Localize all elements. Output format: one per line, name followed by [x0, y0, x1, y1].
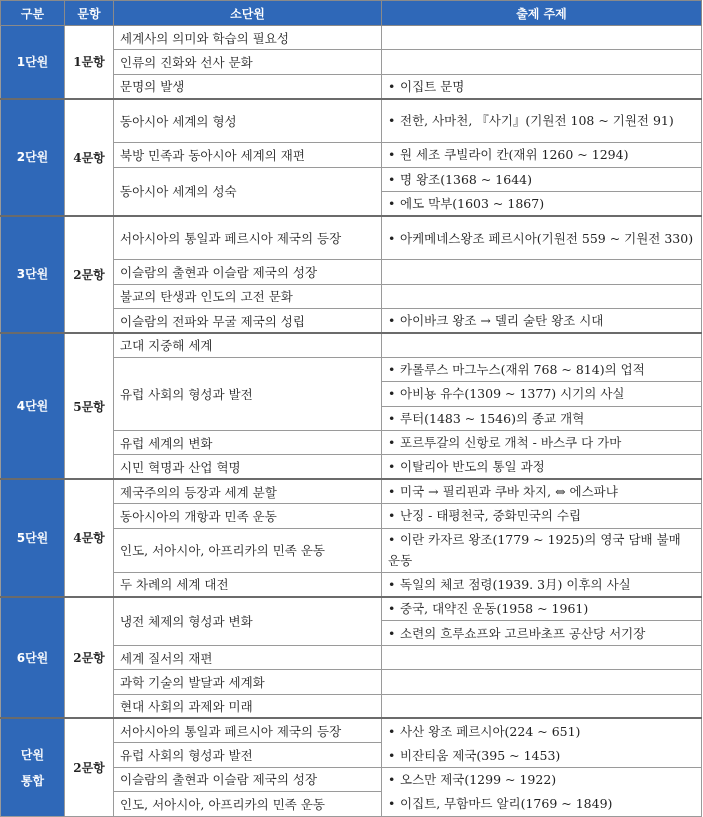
theme-text: 이란 카자르 왕조(1779 ~ 1925)의 영국 담배 불매 운동 [388, 532, 681, 569]
unit-label-line: 통합 [20, 773, 45, 788]
unit-label-line: 1단원 [16, 54, 49, 69]
unit-label-cell [1, 216, 65, 333]
theme-text: 아비뇽 유수(1309 ~ 1377) 시기의 사실 [400, 386, 625, 402]
header-subunit: 소단원 [114, 1, 382, 26]
theme-cell [382, 74, 702, 98]
subunit-cell: 동아시아 세계의 형성 [114, 99, 382, 143]
theme-text: 명 왕조(1368 ~ 1644) [400, 171, 532, 187]
theme-cell [382, 143, 702, 167]
bullet-icon: • [388, 532, 396, 548]
unit-label-line: 4단원 [16, 399, 49, 414]
theme-text: 소련의 흐루쇼프와 고르바초프 공산당 서기장 [400, 625, 646, 641]
bullet-icon: • [388, 576, 396, 592]
subunit-cell: 북방 민족과 동아시아 세계의 재편 [114, 143, 382, 167]
subunit-cell: 인류의 진화와 선사 문화 [114, 50, 382, 74]
table-row [1, 216, 702, 260]
unit-label-cell [1, 26, 65, 99]
table-row [1, 26, 702, 50]
bullet-icon: • [388, 313, 396, 329]
subunit-cell: 동아시아의 개항과 민족 운동 [114, 504, 382, 528]
theme-text: 카롤루스 마그누스(재위 768 ~ 814)의 업적 [400, 362, 645, 378]
subunit-cell: 제국주의의 등장과 세계 분할 [114, 479, 382, 503]
theme-text: 비잔티움 제국(395 ~ 1453) [400, 747, 561, 763]
theme-cell [382, 621, 702, 645]
theme-cell [382, 26, 702, 50]
unit-label-line: 5단원 [16, 530, 49, 545]
theme-cell [382, 455, 702, 479]
bullet-icon: • [388, 195, 396, 211]
unit-label-cell [1, 333, 65, 479]
question-count-cell: 4문항 [65, 479, 114, 596]
theme-text: 사산 왕조 페르시아(224 ~ 651) [400, 723, 581, 739]
theme-text: 루터(1483 ~ 1546)의 종교 개혁 [400, 410, 585, 426]
header-exam-theme: 출제 주제 [382, 1, 702, 26]
bullet-icon: • [388, 362, 396, 378]
theme-cell [382, 528, 702, 572]
theme-cell [382, 309, 702, 333]
theme-text: 전한, 사마천, 『사기』(기원전 108 ~ 기원전 91) [400, 113, 674, 129]
subunit-cell: 불교의 탄생과 인도의 고전 문화 [114, 284, 382, 308]
theme-cell [382, 99, 702, 143]
question-count-cell: 4문항 [65, 99, 114, 216]
theme-cell-merged [382, 767, 702, 816]
bullet-icon: • [388, 230, 396, 246]
theme-cell [382, 645, 702, 669]
theme-cell [382, 191, 702, 215]
bullet-icon: • [388, 147, 396, 163]
question-count-cell: 2문항 [65, 216, 114, 333]
unit-label-line: 3단원 [16, 267, 49, 282]
subunit-cell: 현대 사회의 과제와 미래 [114, 694, 382, 718]
theme-text: 이집트, 무함마드 알리(1769 ~ 1849) [400, 796, 613, 812]
theme-line [388, 793, 695, 814]
theme-cell [382, 670, 702, 694]
bullet-icon: • [388, 772, 396, 788]
theme-cell [382, 357, 702, 381]
subunit-cell: 과학 기술의 발달과 세계화 [114, 670, 382, 694]
table-row [1, 718, 702, 742]
subunit-cell: 이슬람의 출현과 이슬람 제국의 성장 [114, 767, 382, 791]
theme-line [388, 745, 695, 766]
subunit-cell: 서아시아의 통일과 페르시아 제국의 등장 [114, 718, 382, 742]
header-category: 구분 [1, 1, 65, 26]
theme-cell [382, 382, 702, 406]
theme-text: 미국 → 필리핀과 쿠바 차지, ⇔ 에스파냐 [400, 484, 618, 500]
unit-label-line: 단원 [20, 747, 45, 762]
table-row [1, 597, 702, 621]
bullet-icon: • [388, 78, 396, 94]
bullet-icon: • [388, 435, 396, 451]
bullet-icon: • [388, 386, 396, 402]
table-body [1, 26, 702, 817]
subunit-cell: 서아시아의 통일과 페르시아 제국의 등장 [114, 216, 382, 260]
table-row [1, 333, 702, 357]
header-row [1, 1, 702, 26]
unit-label-line: 6단원 [16, 650, 49, 665]
bullet-icon: • [388, 747, 396, 763]
bullet-icon: • [388, 508, 396, 524]
theme-text: 아케메네스왕조 페르시아(기원전 559 ~ 기원전 330) [400, 230, 694, 246]
bullet-icon: • [388, 723, 396, 739]
bullet-icon: • [388, 601, 396, 617]
subunit-cell: 인도, 서아시아, 아프리카의 민족 운동 [114, 528, 382, 572]
theme-cell [382, 431, 702, 455]
subunit-cell: 두 차례의 세계 대전 [114, 572, 382, 596]
question-count-cell: 2문항 [65, 597, 114, 719]
theme-cell [382, 504, 702, 528]
theme-text: 난징 - 태평천국, 중화민국의 수립 [400, 508, 582, 524]
theme-cell [382, 333, 702, 357]
bullet-icon: • [388, 625, 396, 641]
subunit-cell: 유럽 세계의 변화 [114, 431, 382, 455]
theme-cell [382, 260, 702, 284]
theme-text: 독일의 체코 점령(1939. 3月) 이후의 사실 [400, 576, 631, 592]
theme-cell-merged [382, 718, 702, 767]
theme-cell [382, 572, 702, 596]
question-count-cell: 2문항 [65, 718, 114, 816]
theme-cell [382, 284, 702, 308]
unit-label-cell [1, 718, 65, 816]
bullet-icon: • [388, 410, 396, 426]
subunit-cell: 이슬람의 전파와 무굴 제국의 성립 [114, 309, 382, 333]
theme-cell [382, 406, 702, 430]
question-count-cell: 1문항 [65, 26, 114, 99]
subunit-cell: 세계사의 의미와 학습의 필요성 [114, 26, 382, 50]
subunit-cell: 문명의 발생 [114, 74, 382, 98]
subunit-cell: 유럽 사회의 형성과 발전 [114, 357, 382, 430]
theme-cell [382, 50, 702, 74]
theme-text: 이집트 문명 [400, 78, 465, 94]
theme-text: 아이바크 왕조 → 델리 술탄 왕조 시대 [400, 313, 604, 329]
subunit-cell: 이슬람의 출현과 이슬람 제국의 성장 [114, 260, 382, 284]
table-row [1, 99, 702, 143]
bullet-icon: • [388, 113, 396, 129]
table-row [1, 479, 702, 503]
bullet-icon: • [388, 459, 396, 475]
theme-text: 중국, 대약진 운동(1958 ~ 1961) [400, 601, 589, 617]
bullet-icon: • [388, 171, 396, 187]
header-question-count: 문항 [65, 1, 114, 26]
theme-text: 오스만 제국(1299 ~ 1922) [400, 772, 557, 788]
bullet-icon: • [388, 484, 396, 500]
subunit-cell: 인도, 서아시아, 아프리카의 민족 운동 [114, 792, 382, 816]
subunit-cell: 고대 지중해 세계 [114, 333, 382, 357]
unit-label-line: 2단원 [16, 150, 49, 165]
subunit-cell: 냉전 체제의 형성과 변화 [114, 597, 382, 646]
theme-cell [382, 167, 702, 191]
subunit-cell: 동아시아 세계의 성숙 [114, 167, 382, 216]
theme-line [388, 769, 695, 790]
bullet-icon: • [388, 796, 396, 812]
theme-line [388, 721, 695, 742]
unit-label-cell [1, 479, 65, 596]
subunit-cell: 시민 혁명과 산업 혁명 [114, 455, 382, 479]
unit-label-cell [1, 597, 65, 719]
theme-cell [382, 597, 702, 621]
subunit-cell: 유럽 사회의 형성과 발전 [114, 743, 382, 767]
question-count-cell: 5문항 [65, 333, 114, 479]
subunit-cell: 세계 질서의 재편 [114, 645, 382, 669]
theme-cell [382, 479, 702, 503]
theme-text: 에도 막부(1603 ~ 1867) [400, 195, 545, 211]
theme-text: 원 세조 쿠빌라이 칸(재위 1260 ~ 1294) [400, 147, 629, 163]
theme-cell [382, 694, 702, 718]
theme-cell [382, 216, 702, 260]
theme-text: 포르투갈의 신항로 개척 - 바스쿠 다 가마 [400, 435, 622, 451]
theme-text: 이탈리아 반도의 통일 과정 [400, 459, 545, 475]
unit-label-cell [1, 99, 65, 216]
